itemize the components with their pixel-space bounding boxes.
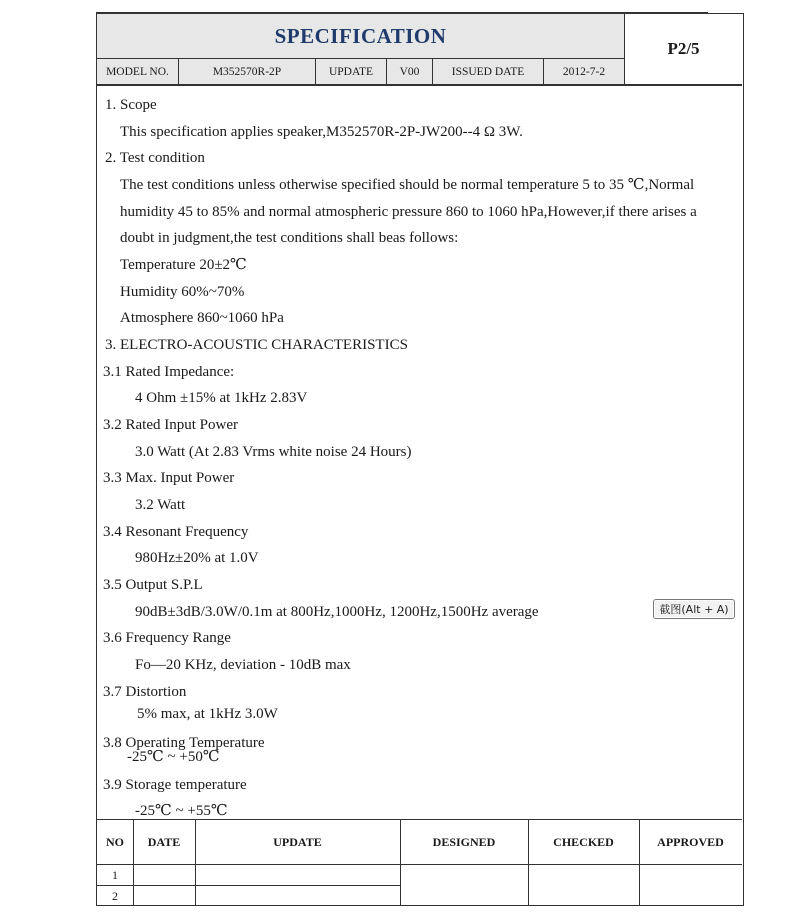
model-no-label: MODEL NO. [97,59,179,84]
update-label: UPDATE [316,59,387,84]
section-scope-heading: 1. Scope [105,97,157,113]
table-divider [133,820,134,906]
rated-impedance-value: 4 Ohm ±15% at 1kHz 2.83V [135,390,308,406]
test-condition-text-3: doubt in judgment,the test conditions shall beas follows: [120,230,459,246]
header-info-row [97,59,625,84]
model-no-value: M352570R-2P [179,59,316,84]
frequency-range-heading: 3.6 Frequency Range [103,630,231,646]
col-date: DATE [147,834,181,849]
table-divider [97,885,400,886]
header-divider [97,84,742,86]
storage-temperature-heading: 3.9 Storage temperature [103,777,247,793]
output-spl-heading: 3.5 Output S.P.L [103,577,203,593]
humidity-condition: Humidity 60%~70% [120,284,245,300]
max-input-power-value: 3.2 Watt [135,497,186,513]
distortion-heading: 3.7 Distortion [103,684,187,700]
document-title: SPECIFICATION [97,14,625,59]
col-checked: CHECKED [553,834,614,849]
test-condition-text-2: humidity 45 to 85% and normal atmospheric pressure 860 to 1060 hPa,However,if there arises a [120,204,697,220]
table-row-number: 1 [112,867,118,882]
atmosphere-condition: Atmosphere 860~1060 hPa [120,310,284,326]
operating-temperature-value: -25℃ ~ +50℃ [127,749,220,765]
temperature-condition: Temperature 20±2℃ [120,257,247,273]
page-number: P2/5 [625,14,742,84]
output-spl-value: 90dB±3dB/3.0W/0.1m at 800Hz,1000Hz, 1200Hz,1500Hz average [135,604,539,620]
frequency-range-value: Fo—20 KHz, deviation - 10dB max [135,657,351,673]
resonant-frequency-value: 980Hz±20% at 1.0V [135,550,259,566]
storage-temperature-value: -25℃ ~ +55℃ [135,803,228,819]
distortion-value: 5% max, at 1kHz 3.0W [137,706,278,722]
table-divider [528,820,529,906]
table-divider [97,864,742,865]
table-row-number: 2 [112,888,118,903]
test-condition-text-1: The test conditions unless otherwise specified should be normal temperature 5 to 35 ℃,Normal [120,177,695,193]
col-designed: DESIGNED [432,834,496,849]
col-update: UPDATE [273,834,322,849]
revision-table [97,819,742,906]
screenshot-button[interactable]: 截图(Alt + A) [653,599,735,619]
specification-document [96,13,744,906]
col-approved: APPROVED [657,834,724,849]
issued-date-value: 2012-7-2 [562,65,606,78]
scope-text: This specification applies speaker,M352570R-2P-JW200--4 Ω 3W. [120,124,523,140]
section-electro-acoustic-heading: 3. ELECTRO-ACOUSTIC CHARACTERISTICS [105,337,408,353]
operating-temperature-heading: 3.8 Operating Temperature [103,735,265,751]
document-header [97,14,742,84]
col-no: NO [106,834,124,849]
table-divider [400,820,401,906]
table-divider [639,820,640,906]
rated-impedance-heading: 3.1 Rated Impedance: [103,364,235,380]
max-input-power-heading: 3.3 Max. Input Power [103,470,235,486]
rated-input-power-value: 3.0 Watt (At 2.83 Vrms white noise 24 Hours) [135,444,412,460]
section-test-condition-heading: 2. Test condition [105,150,205,166]
rated-input-power-heading: 3.2 Rated Input Power [103,417,238,433]
issued-date-label: ISSUED DATE [433,59,544,84]
resonant-frequency-heading: 3.4 Resonant Frequency [103,524,249,540]
table-divider [195,820,196,906]
update-value: V00 [387,59,433,84]
